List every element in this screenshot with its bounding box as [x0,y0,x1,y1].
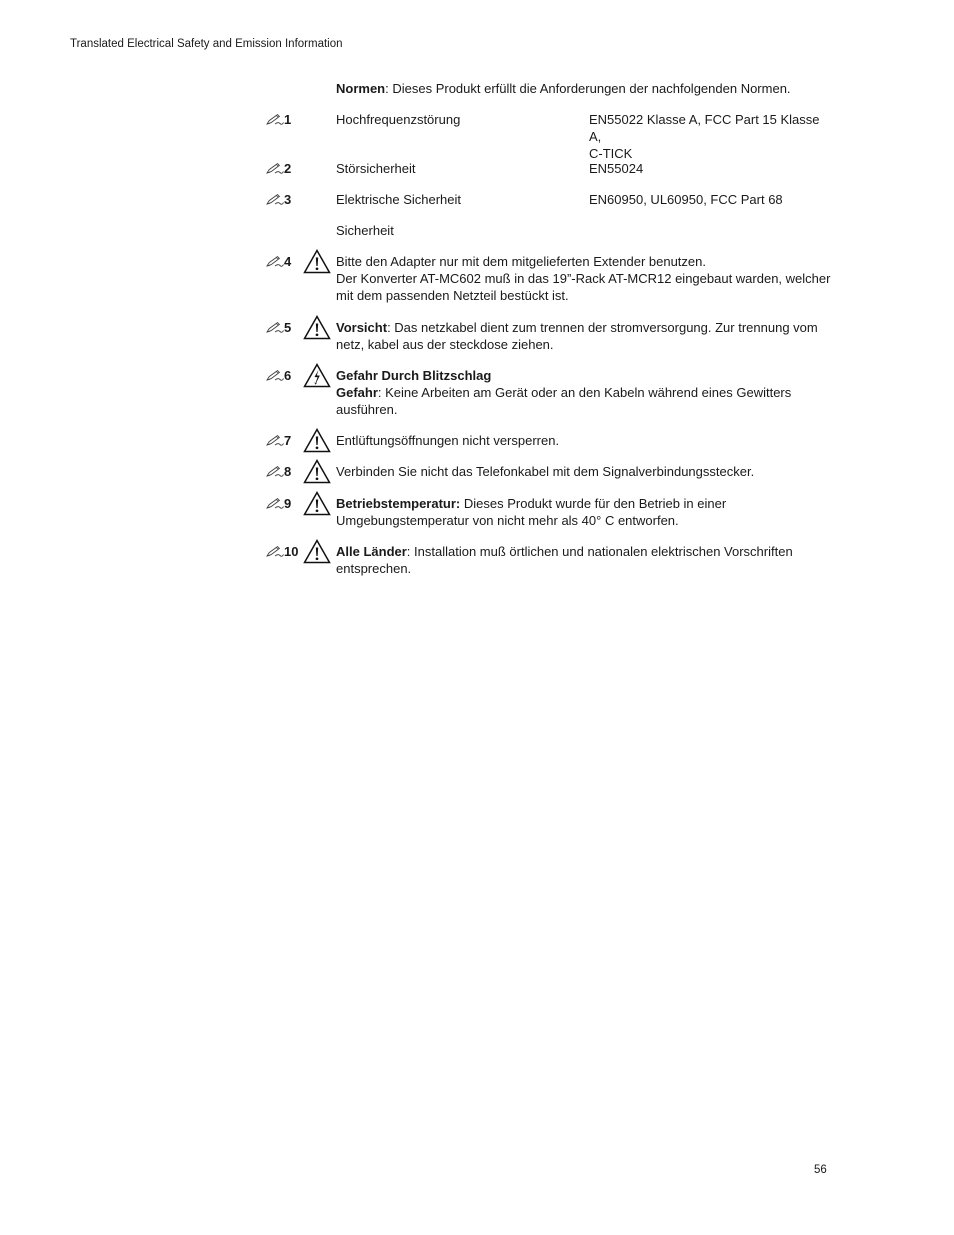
item-marker [266,253,306,270]
pencil-icon [266,465,284,477]
warning-text-line: Bitte den Adapter nur mit dem mitgelieferten Extender benutzen. [336,254,706,269]
warning-text-line: Der Konverter AT-MC602 muß in das 19”-Rack AT-MCR12 eingebaut warden, welcher mit dem passenden Netzteil bestückt ist. [336,271,831,303]
item-marker [266,495,306,512]
standard-name: Störsicherheit [336,161,416,176]
standards-intro-text: : Dieses Produkt erfüllt die Anforderungen der nachfolgenden Normen. [385,81,791,96]
item-marker [266,543,306,560]
standard-value: EN60950, UL60950, FCC Part 68 [589,192,783,207]
standard-name: Elektrische Sicherheit [336,192,461,207]
pencil-icon [266,369,284,381]
item-number: 2 [284,161,292,176]
item-marker [266,319,306,336]
standards-intro [336,80,836,97]
warning-text [336,367,836,418]
pencil-icon [266,497,284,509]
item-number: 9 [284,496,292,511]
pencil-icon [266,545,284,557]
page-number: 56 [814,1164,827,1176]
item-marker [266,432,306,449]
item-marker [266,191,306,208]
warning-body: : Keine Arbeiten am Gerät oder an den Kabeln während eines Gewitters ausführen. [336,385,792,417]
item-marker [266,111,306,128]
section-heading: Sicherheit [336,223,394,238]
item-number: 4 [284,254,292,269]
warning-triangle-icon [303,428,331,453]
warning-text [336,253,836,304]
warning-label: Betriebstemperatur: [336,496,461,511]
warning-text [336,495,836,529]
item-number: 3 [284,192,292,207]
item-marker [266,160,306,177]
pencil-icon [266,321,284,333]
warning-body: : Das netzkabel dient zum trennen der stromversorgung. Zur trennung vom netz, kabel aus der steckdose ziehen. [336,320,818,352]
warning-body: Dieses Produkt wurde für den Betrieb in einer Umgebungstemperatur von nicht mehr als 40° C entworfen. [336,496,727,528]
warning-text [336,543,836,577]
item-number: 8 [284,464,292,479]
pencil-icon [266,255,284,267]
item-number: 6 [284,368,292,383]
item-number: 1 [284,112,292,127]
standard-value [589,111,834,162]
warning-body: : Installation muß örtlichen und nationalen elektrischen Vorschriften entsprechen. [336,544,793,576]
warning-text [336,319,836,353]
warning-text: Verbinden Sie nicht das Telefonkabel mit dem Signalverbindungsstecker. [336,464,755,479]
lightning-triangle-icon [303,363,331,388]
item-marker [266,367,306,384]
warning-triangle-icon [303,539,331,564]
standard-value: EN55024 [589,161,644,176]
item-number: 7 [284,433,292,448]
warning-label: Gefahr [336,385,378,400]
warning-label: Vorsicht [336,320,388,335]
warning-triangle-icon [303,491,331,516]
standard-value-line: C-TICK [589,146,633,161]
pencil-icon [266,162,284,174]
standard-name: Hochfrequenzstörung [336,112,461,127]
pencil-icon [266,434,284,446]
warning-heading: Gefahr Durch Blitzschlag [336,368,492,383]
warning-triangle-icon [303,459,331,484]
running-header: Translated Electrical Safety and Emission Information [70,38,343,50]
warning-triangle-icon [303,249,331,274]
warning-triangle-icon [303,315,331,340]
pencil-icon [266,113,284,125]
standards-label: Normen [336,81,386,96]
item-number: 10 [284,544,299,559]
item-marker [266,463,306,480]
pencil-icon [266,193,284,205]
warning-label: Alle Länder [336,544,407,559]
warning-text: Entlüftungsöffnungen nicht versperren. [336,433,560,448]
item-number: 5 [284,320,292,335]
standard-value-line: EN55022 Klasse A, FCC Part 15 Klasse A, [589,112,820,144]
